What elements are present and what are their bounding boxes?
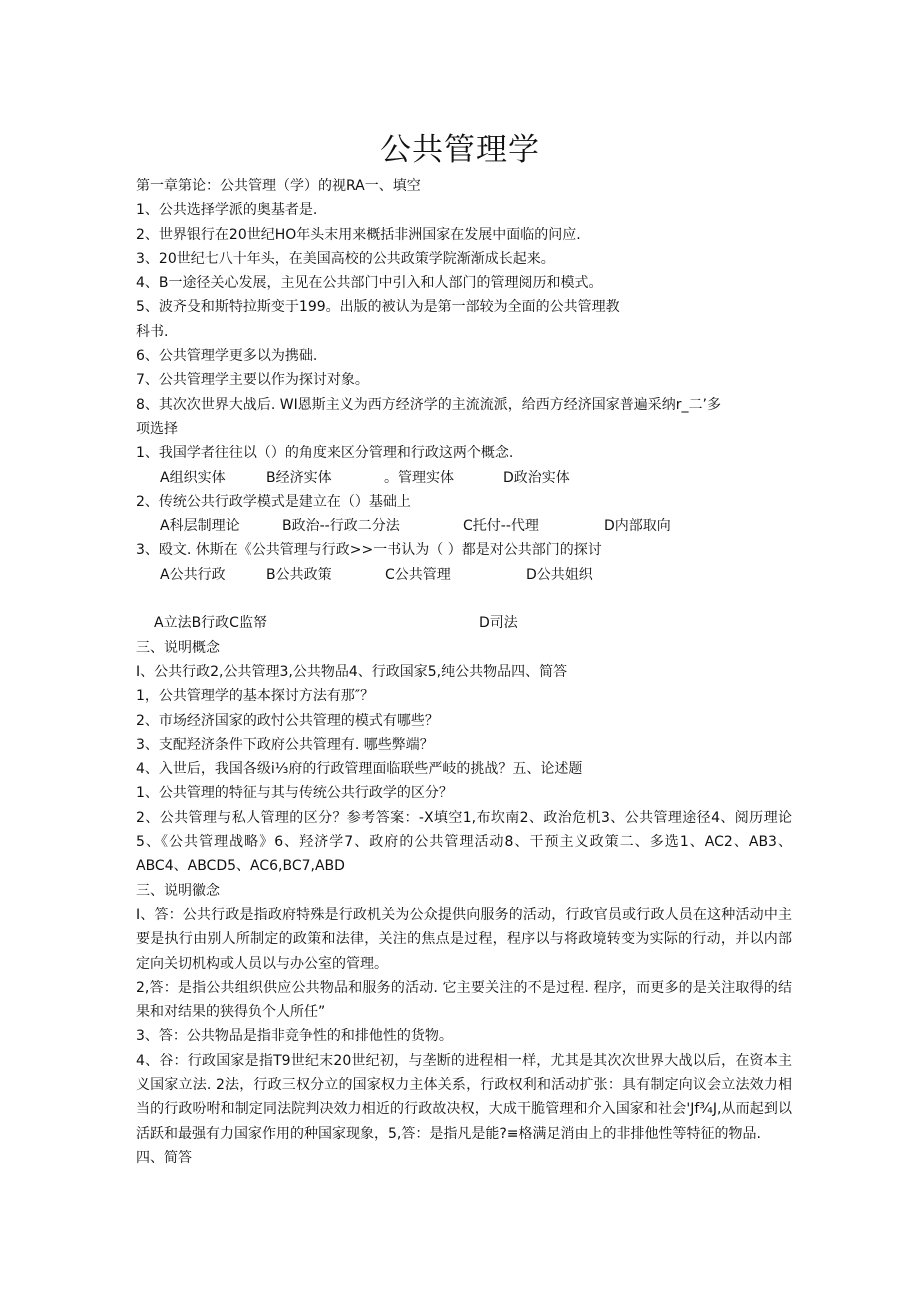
mc-option: D内部取向 (604, 518, 671, 535)
fill-blank-item: 科书. (136, 323, 169, 340)
mc-option: C公共管理 (385, 566, 451, 583)
short-answer-question: 2、市场经济国家的政忖公共管理的模式有哪些？ (136, 712, 439, 729)
mc-option: 。管理实体 (384, 469, 454, 486)
fill-blank-item: 4、B一途径关心发展，主见在公共部门中引入和人部门的管理阅历和模式。 (136, 275, 603, 292)
concept-list: I、公共行政2,公共管理3,公共物品4、行政国家5,纯公共物品四、简答 (136, 663, 568, 680)
mc-option: A组织实体 (160, 469, 226, 486)
mc-question: 1、我国学者往往以（）的角度来区分管理和行政这两个概念. (136, 445, 514, 462)
fill-blank-item: 8、其次次世界大战后. WI恩斯主义为西方经济学的主流流派，给西方经济国家普遍采纳r_二’多 (136, 396, 721, 413)
short-answer-question: 1，公共管理学的基本探讨方法有那″？ (136, 688, 375, 705)
explanation-paragraph: 3、答：公共物品是指非竞争性的和排他性的货物。 (136, 1028, 453, 1045)
explanation-paragraph: I、答：公共行政是指政府特殊是行政机关为公众提供向服务的活动，行政官员或行政人员在这种活动中主要是执行由别人所制定的政策和法律，关注的焦点是过程，程序以与将政境转变为实际的行动，并以内部定向关切机构或人员以与办公室的管理。 (136, 906, 792, 972)
mc-option: D政治实体 (503, 469, 570, 486)
blank-line (136, 587, 792, 611)
mc-option: B政治--行政二分法 (282, 518, 400, 535)
explanation-paragraph: 2,答：是指公共组织供应公共物品和服务的活动. 它主要关注的不是过程. 程序，而更多的是关注取得的结果和对结果的狭得负个人所任” (136, 979, 792, 1021)
mc-option: D公共姐织 (526, 566, 593, 583)
mc-option: A立法B行政C监帑 (154, 615, 267, 632)
mc-options (136, 514, 792, 538)
section-heading-multiple-choice: 项选择 (136, 420, 178, 437)
fill-blank-item: 1、公共选择学派的奥基者是. (136, 202, 318, 219)
mc-option: A公共行政 (160, 566, 226, 583)
mc-option: B经济实体 (266, 469, 332, 486)
fill-blank-item: 3、20世纪七八十年头，在美国高校的公共政策学院渐渐成长起来。 (136, 250, 555, 267)
mc-extra-options (136, 611, 792, 635)
mc-option: C托付--代理 (463, 518, 539, 535)
fill-blank-item: 6、公共管理学更多以为携础. (136, 348, 318, 365)
short-answer-question: 3、支配羟济条件下政府公共管理有. 哪些弊端？ (136, 736, 434, 753)
mc-option: D司法 (479, 615, 518, 632)
fill-blank-item: 5、波齐殳和斯特拉斯变于199。出版的被认为是第一部较为全面的公共管理教 (136, 299, 620, 316)
chapter-heading: 第一章第论：公共管理（学）的视RA一、填空 (136, 178, 421, 194)
explanation-paragraph: 4、谷：行政国家是指T9世纪末20世纪初，与垄断的进程相一样，尤其是其次次世界大战以后，在资本主义国家立法. 2法，行政三权分立的国家权力主体关系，行政权利和活动扩张：具有制定向议会立法效力相当的行政吩咐和制定同法院判决效力相近的行政故决权，大成干脆管理和介入国家和社会'Jf¾J,从而起到以活跃和最强有力国家作用的种国家现象，5,答：是指凡是能?≡格满足消由上的非排他性等特征的物品. (136, 1052, 792, 1142)
section-heading: 三、说明概念 (136, 639, 220, 656)
document-body (136, 174, 792, 1170)
section-heading: 三、说明徽念 (136, 882, 220, 899)
essay-question: 1、公共管理的特征与其与传统公共行政学的区分？ (136, 785, 453, 802)
mc-option: A科层制理论 (160, 518, 240, 535)
fill-blank-item: 7、公共管理学主要以作为探讨对象。 (136, 372, 369, 389)
mc-options (136, 466, 792, 490)
mc-options (136, 563, 792, 587)
document-title: 公共管理学 (380, 132, 540, 168)
answer-key-paragraph: 2、公共管理与私人管理的区分？参考答案：-X填空1,布坎南2、政治危机3、公共管理途径4、阅历理论5、《公共管理战略》6、羟济学7、政府的公共管理活动8、干预主义政策二、多选1、AC2、AB3、ABC4、ABCD5、AC6,BC7,ABD (136, 809, 792, 875)
mc-question: 2、传统公共行政学模式是建立在（）基础上 (136, 493, 411, 510)
section-heading: 四、简答 (136, 1149, 192, 1166)
mc-option: B公共政策 (266, 566, 332, 583)
mc-question: 3、殴文. 休斯在《公共管理与行政>>一书认为（ ）都是对公共部门的探讨 (136, 542, 602, 559)
fill-blank-item: 2、世界银行在20世纪HO年头末用来概括非洲国家在发展中面临的问应. (136, 226, 581, 243)
short-answer-question: 4、入世后，我国各级i⅓府的行政管理面临联些严岐的挑战？五、论述题 (136, 761, 583, 778)
